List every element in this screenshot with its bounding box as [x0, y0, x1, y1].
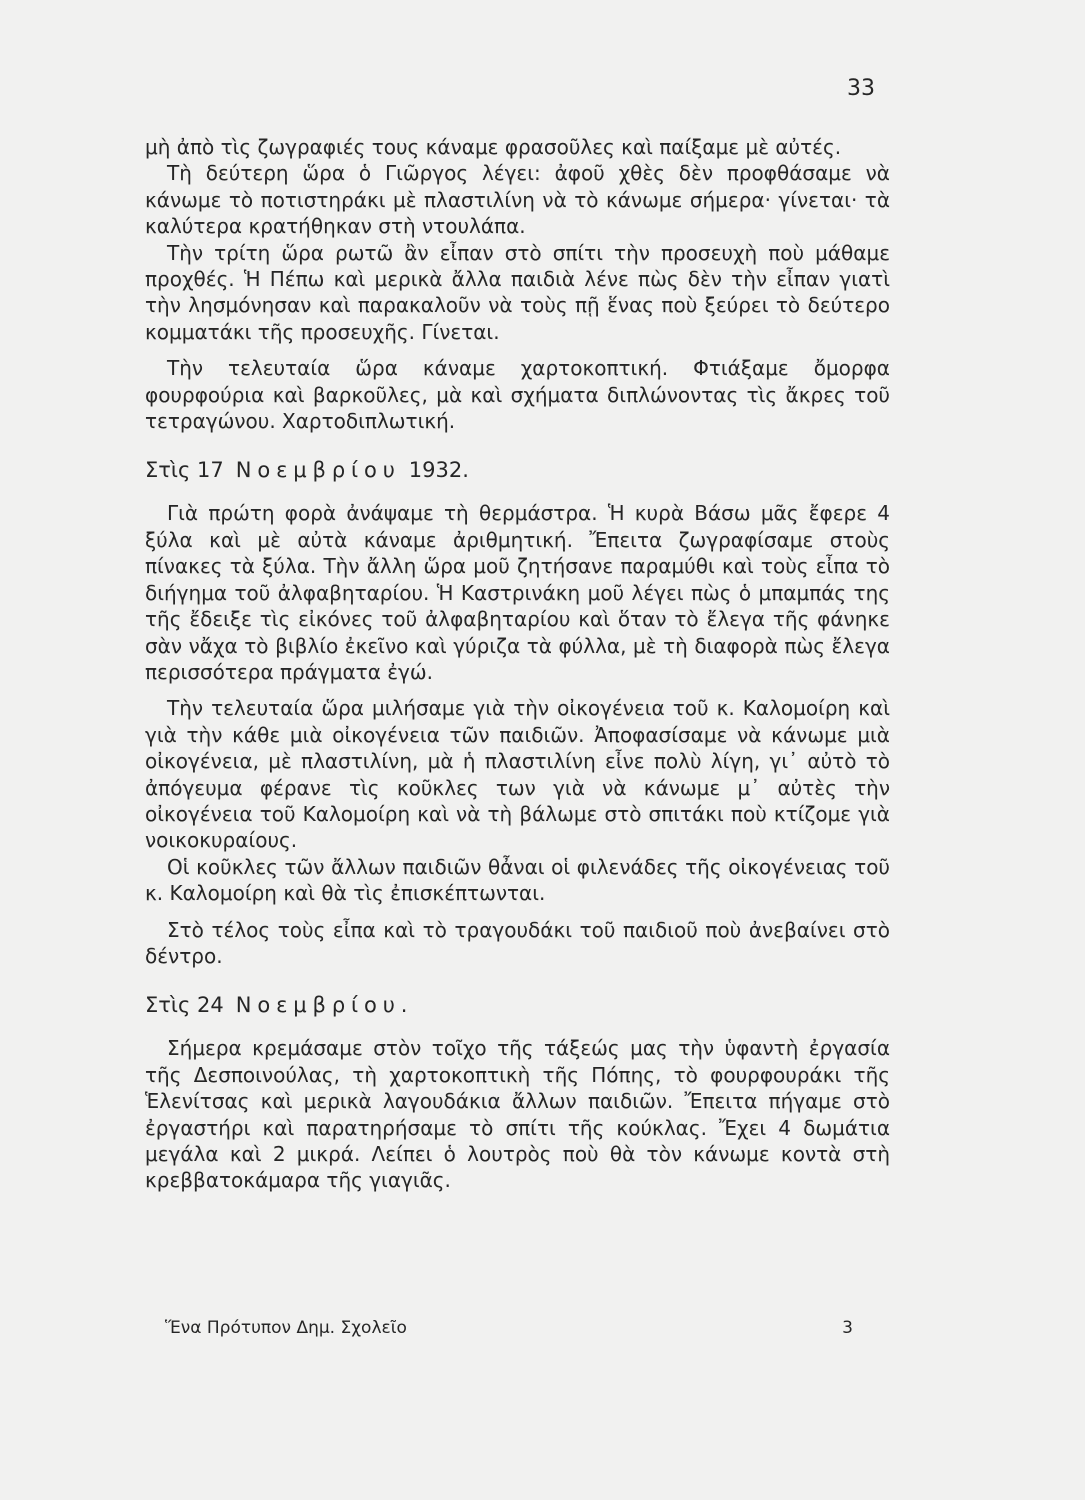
paragraph: Τὴν τελευταία ὥρα κάναμε χαρτοκοπτική. Φτιάξαμε ὄμορφα φουρφούρια καὶ βαρκοῦλες, μὰ καὶ σχήματα διπλώνοντας τὶς ἄκρες τοῦ τετραγώνου. Χαρτοδιπλωτική. [145, 356, 890, 434]
date-heading-prefix: Στὶς 17 [145, 458, 224, 483]
body-text [145, 134, 890, 1194]
date-heading [145, 456, 890, 484]
paragraph: Γιὰ πρώτη φορὰ ἀνάψαμε τὴ θερμάστρα. Ἡ κυρὰ Βάσω μᾶς ἔφερε 4 ξύλα καὶ μὲ αὐτὰ κάναμε ἀριθμητική. Ἔπειτα ζωγραφίσαμε στοὺς πίνακες τὰ ξύλα. Τὴν ἄλλη ὥρα μοῦ ζητήσανε παραμύθι καὶ τοὺς εἶπα τὸ διήγημα τοῦ ἀλφαβηταρίου. Ἡ Καστρινάκη μοῦ λέγει πὼς ὁ μπαμπάς της τῆς ἔδειξε τὶς εἰκόνες τοῦ ἀλφαβηταρίου καὶ ὅταν τὸ ἔλεγα τῆς φάνηκε σὰν νἄχα τὸ βιβλίο ἐκεῖνο καὶ γύριζα τὰ φύλλα, μὲ τὴ διαφορὰ πὼς ἔλεγα περισσότερα πράγματα ἐγώ. [145, 501, 890, 684]
date-heading-month: Νοεμβρίου [235, 458, 401, 483]
date-heading-prefix: Στὶς 24 [145, 993, 224, 1018]
footer-book-title: Ἕνα Πρότυπον Δημ. Σχολεῖο [165, 1318, 407, 1338]
date-heading-month: Νοεμβρίου. [235, 993, 414, 1018]
paragraph: μὴ ἀπὸ τὶς ζωγραφιές τους κάναμε φρασοῦλες καὶ παίξαμε μὲ αὐτές. [145, 135, 842, 159]
page-number: 33 [847, 76, 875, 101]
date-heading [145, 991, 890, 1019]
date-heading-year: 1932. [408, 458, 469, 483]
paragraph: Σήμερα κρεμάσαμε στὸν τοῖχο τῆς τάξεώς μας τὴν ὑφαντὴ ἐργασία τῆς Δεσποινούλας, τὴ χαρτοκοπτικὴ τῆς Πόπης, τὸ φουρφουράκι τῆς Ἑλενίτσας καὶ μερικὰ λαγουδάκια ἄλλων παιδιῶν. Ἔπειτα πήγαμε στὸ ἐργαστήρι καὶ παρατηρήσαμε τὸ σπίτι τῆς κούκλας. Ἔχει 4 δωμάτια μεγάλα καὶ 2 μικρά. Λείπει ὁ λουτρὸς ποὺ θὰ τὸν κάνωμε κοντὰ στὴ κρεββατοκάμαρα τῆς γιαγιᾶς. [145, 1036, 890, 1193]
paragraph: Τὴ δεύτερη ὥρα ὁ Γιῶργος λέγει: ἀφοῦ χθὲς δὲν προφθάσαμε νὰ κάνωμε τὸ ποτιστηράκι μὲ πλαστιλίνη νὰ τὸ κάνωμε σήμερα· γίνεται· τὰ καλύτερα κρατήθηκαν στὴ ντουλάπα. [145, 161, 890, 239]
paragraph: Τὴν τελευταία ὥρα μιλήσαμε γιὰ τὴν οἰκογένεια τοῦ κ. Καλομοίρη καὶ γιὰ τὴν κάθε μιὰ οἰκογένεια τῶν παιδιῶν. Ἀποφασίσαμε νὰ κάνωμε μιὰ οἰκογένεια, μὲ πλαστιλίνη, μὰ ἡ πλαστιλίνη εἶνε πολὺ λίγη, γι᾿ αὐτὸ τὸ ἀπόγευμα φέρανε τὶς κοῦκλες των γιὰ νὰ κάνωμε μ᾿ αὐτὲς τὴν οἰκογένεια τοῦ Καλομοίρη καὶ νὰ τὴ βάλωμε στὸ σπιτάκι ποὺ κτίζομε γιὰ νοικοκυραίους. [145, 696, 890, 853]
paragraph: Τὴν τρίτη ὥρα ρωτῶ ἂν εἶπαν στὸ σπίτι τὴν προσευχὴ ποὺ μάθαμε προχθές. Ἡ Πέπω καὶ μερικὰ ἄλλα παιδιὰ λένε πὼς δὲν τὴν εἶπαν γιατὶ τὴν λησμόνησαν καὶ παρακαλοῦν νὰ τοὺς πῇ ἕνας ποὺ ξεύρει τὸ δεύτερο κομματάκι τῆς προσευχῆς. Γίνεται. [145, 240, 890, 344]
paragraph: Στὸ τέλος τοὺς εἶπα καὶ τὸ τραγουδάκι τοῦ παιδιοῦ ποὺ ἀνεβαίνει στὸ δέντρο. [145, 917, 890, 968]
paragraph: Οἱ κοῦκλες τῶν ἄλλων παιδιῶν θἆναι οἱ φιλενάδες τῆς οἰκογένειας τοῦ κ. Καλομοίρη καὶ θὰ τὶς ἐπισκέπτωνται. [145, 854, 890, 906]
footer-signature-mark: 3 [842, 1318, 853, 1338]
